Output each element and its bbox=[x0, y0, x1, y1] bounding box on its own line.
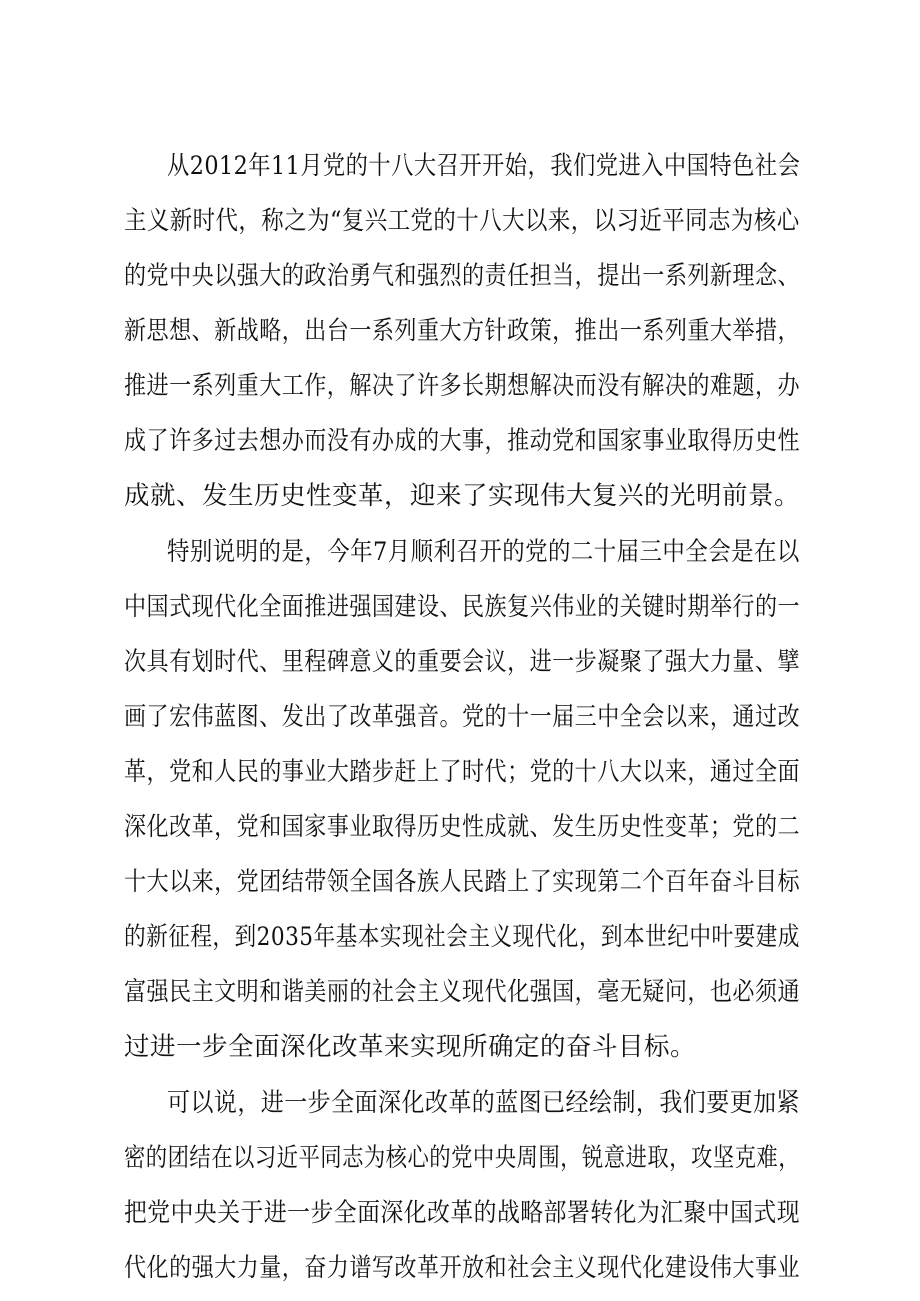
paragraph-line: 主义新时代，称之为“复兴工党的十八大以来，以习近平同志为核心 bbox=[124, 206, 800, 236]
paragraph-line: 深化改革，党和国家事业取得历史性成就、发生历史性变革；党的二 bbox=[124, 812, 801, 842]
paragraph-line: 的新征程，到2035年基本实现社会主义现代化，到本世纪中叶要建成 bbox=[124, 922, 800, 952]
paragraph-line: 成就、发生历史性变革，迎来了实现伟大复兴的光明前景。 bbox=[124, 481, 801, 511]
paragraph-first-line: 特别说明的是，今年7月顺利召开的党的二十届三中全会是在以 bbox=[167, 537, 800, 567]
paragraph-line: 次具有划时代、里程碑意义的重要会议，进一步凝聚了强大力量、擘 bbox=[124, 647, 801, 677]
paragraph-line: 的党中央以强大的政治勇气和强烈的责任担当，提出一系列新理念、 bbox=[124, 261, 801, 291]
paragraph-line: 密的团结在以习近平同志为核心的党中央周围，锐意进取，攻坚克难， bbox=[124, 1143, 801, 1173]
paragraph-line: 富强民主文明和谐美丽的社会主义现代化强国，毫无疑问，也必须通 bbox=[124, 977, 801, 1007]
paragraph-first-line: 从2012年11月党的十八大召开开始，我们党进入中国特色社会 bbox=[167, 151, 801, 181]
paragraph-first-line: 可以说，进一步全面深化改革的蓝图已经绘制，我们要更加紧 bbox=[167, 1088, 801, 1118]
paragraph-line: 革，党和人民的事业大踏步赶上了时代；党的十八大以来，通过全面 bbox=[124, 757, 801, 787]
paragraph-line: 十大以来，党团结带领全国各族人民踏上了实现第二个百年奋斗目标 bbox=[124, 867, 801, 897]
paragraph-line: 推进一系列重大工作，解决了许多长期想解决而没有解决的难题，办 bbox=[124, 371, 801, 401]
paragraph-line: 新思想、新战略，出台一系列重大方针政策，推出一系列重大举措， bbox=[124, 316, 801, 346]
paragraph-line: 中国式现代化全面推进强国建设、民族复兴伟业的关键时期举行的一 bbox=[124, 592, 801, 622]
paragraph-line: 画了宏伟蓝图、发出了改革强音。党的十一届三中全会以来，通过改 bbox=[124, 702, 801, 732]
paragraph-line: 把党中央关于进一步全面深化改革的战略部署转化为汇聚中国式现 bbox=[124, 1198, 801, 1228]
paragraph-line: 代化的强大力量，奋力谱写改革开放和社会主义现代化建设伟大事业 bbox=[124, 1253, 801, 1283]
paragraph-line: 成了许多过去想办而没有办成的大事，推动党和国家事业取得历史性 bbox=[124, 426, 801, 456]
paragraph-line: 过进一步全面深化改革来实现所确定的奋斗目标。 bbox=[124, 1032, 697, 1062]
